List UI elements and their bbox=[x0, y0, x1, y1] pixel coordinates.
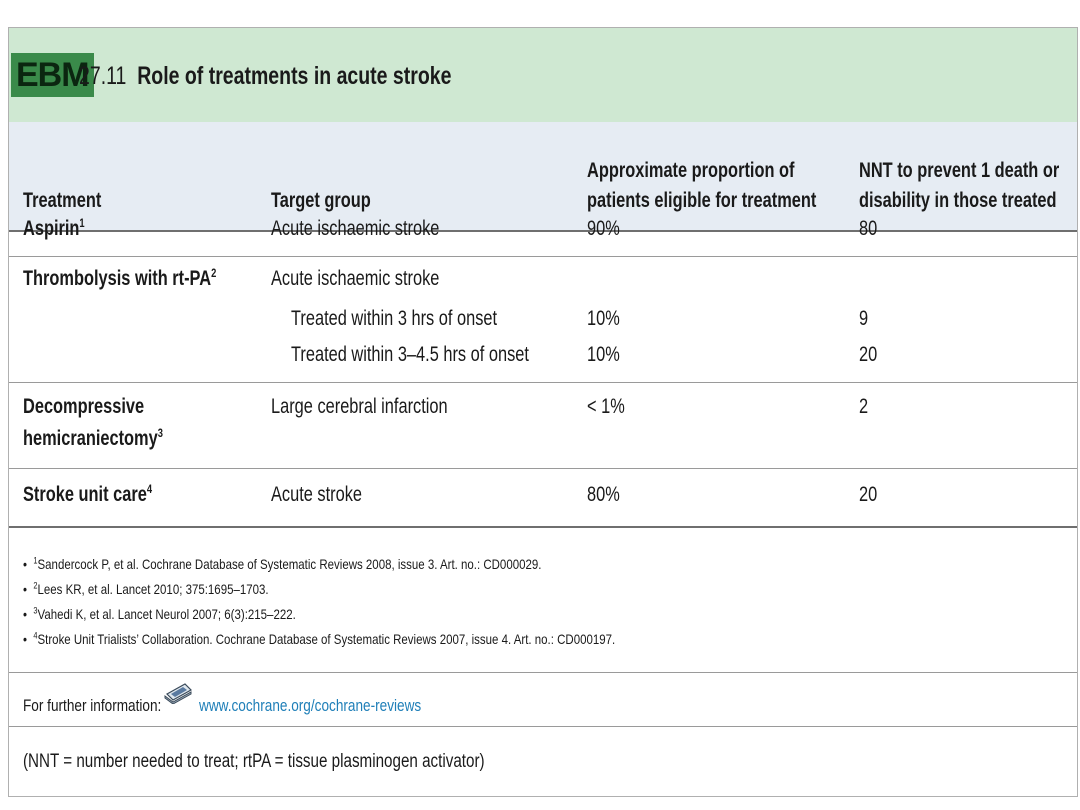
ebm-badge: EBM bbox=[11, 53, 94, 97]
row-divider bbox=[9, 672, 1077, 673]
treatment-cell: Aspirin$^1$ bbox=[23, 216, 85, 240]
proportion-cell: 10% bbox=[587, 343, 620, 366]
nnt-cell: 20 bbox=[859, 343, 878, 366]
proportion-cell: 90% bbox=[587, 217, 620, 240]
nnt-cell: 2 bbox=[859, 395, 869, 418]
column-header-proportion-line2: patients eligible for treatment bbox=[587, 189, 817, 212]
target-subcell: Treated within 3 hrs of onset bbox=[291, 307, 498, 330]
nnt-cell: 9 bbox=[859, 307, 869, 330]
treatment-cell: Stroke unit care$^4$ bbox=[23, 482, 153, 506]
nnt-cell: 20 bbox=[859, 483, 878, 506]
further-info-label: For further information: bbox=[23, 696, 162, 715]
target-cell: Acute ischaemic stroke bbox=[271, 267, 440, 290]
proportion-cell: < 1% bbox=[587, 395, 625, 418]
reference-item: • $^4$Stroke Unit Trialists’ Collaboration. Cochrane Database of Systematic Reviews 2007, issue 4. Art. no.: CD000197. bbox=[23, 630, 616, 647]
target-subcell: Treated within 3–4.5 hrs of onset bbox=[291, 343, 529, 366]
nnt-cell: 80 bbox=[859, 217, 878, 240]
column-header-proportion-line1: Approximate proportion of bbox=[587, 159, 795, 182]
target-cell: Large cerebral infarction bbox=[271, 395, 448, 418]
reference-item: • $^2$Lees KR, et al. Lancet 2010; 375:1695–1703. bbox=[23, 580, 269, 597]
column-header-nnt-line2: disability in those treated bbox=[859, 189, 1057, 212]
row-divider bbox=[9, 468, 1077, 469]
proportion-cell: 10% bbox=[587, 307, 620, 330]
laptop-icon bbox=[163, 680, 193, 704]
proportion-cell: 80% bbox=[587, 483, 620, 506]
column-header-nnt-line1: NNT to prevent 1 death or bbox=[859, 159, 1060, 182]
row-divider bbox=[9, 726, 1077, 727]
cochrane-link[interactable]: www.cochrane.org/cochrane-reviews bbox=[199, 696, 422, 715]
reference-item: • $^3$Vahedi K, et al. Lancet Neurol 2007; 6(3):215–222. bbox=[23, 605, 296, 622]
row-divider bbox=[9, 382, 1077, 383]
table-bottom-rule bbox=[9, 526, 1077, 528]
table-number: 27.11 bbox=[79, 62, 127, 90]
title-bar bbox=[9, 28, 1077, 122]
target-cell: Acute ischaemic stroke bbox=[271, 217, 440, 240]
reference-item: • $^1$Sandercock P, et al. Cochrane Database of Systematic Reviews 2008, issue 3. Art. no.: CD000029. bbox=[23, 555, 542, 572]
target-cell: Acute stroke bbox=[271, 483, 363, 506]
column-header-treatment: Treatment bbox=[23, 189, 102, 212]
ebm-table-box bbox=[8, 27, 1078, 797]
treatment-cell-line1: Decompressive bbox=[23, 395, 145, 418]
treatment-cell-line2: hemicraniectomy$^3$ bbox=[23, 426, 163, 450]
treatment-cell: Thrombolysis with $rt-PA^2$ bbox=[23, 266, 217, 290]
row-divider bbox=[9, 256, 1077, 257]
column-header-row bbox=[9, 122, 1077, 232]
table-title bbox=[79, 60, 451, 92]
table-title-text: Role of treatments in acute stroke bbox=[137, 62, 452, 90]
column-header-target-group: Target group bbox=[271, 189, 371, 212]
abbreviation-footnote: (NNT = number needed to treat; rtPA = tissue plasminogen activator) bbox=[23, 751, 485, 772]
